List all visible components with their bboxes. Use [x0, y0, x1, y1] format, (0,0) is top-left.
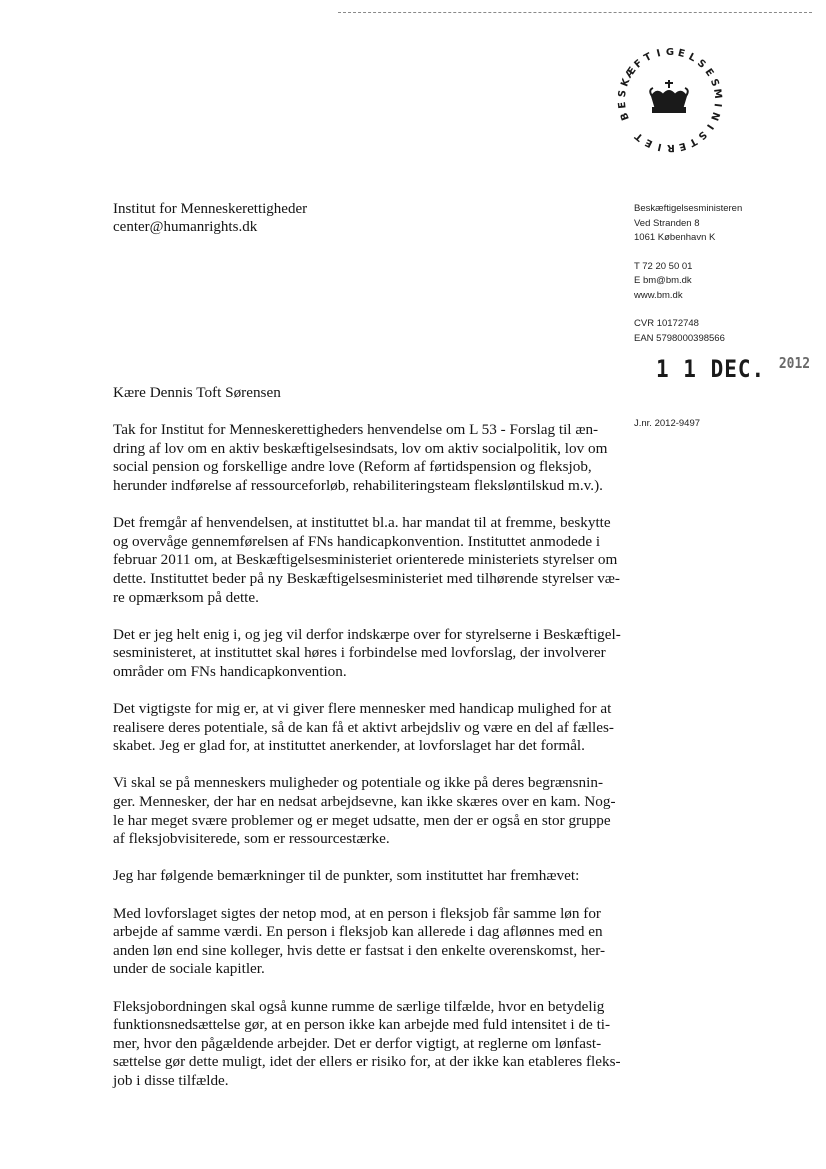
- logo-ring-letter: E: [677, 139, 687, 153]
- logo-ring-letter: T: [642, 51, 654, 65]
- logo-ring-letter: S: [616, 89, 629, 99]
- recipient-line: Institut for Menneskerettigheder: [113, 201, 308, 217]
- logo-ring-letter: F: [632, 57, 645, 71]
- logo-ring-letter: T: [633, 130, 646, 143]
- sender-email: E bm@bm.dk: [634, 275, 692, 286]
- paragraph-line: og overvåge gennemførelsen af FNs handicapkonvention. Instituttet anmodede i: [113, 532, 601, 550]
- logo-ring-letter: I: [711, 102, 723, 108]
- paragraph-line: under de sociale kapitler.: [113, 960, 265, 978]
- paragraph-line: skabet. Jeg er glad for, at instituttet anerkender, at lovforslaget har det formål.: [113, 737, 585, 755]
- logo-ring-letter: R: [667, 141, 675, 154]
- letter-paragraph: [113, 774, 616, 848]
- logo-ring-letter: T: [687, 135, 699, 149]
- paragraph-line: le har meget svære problemer og er meget udsatte, men der er også en stor gruppe: [113, 811, 611, 829]
- sender-block: [634, 202, 742, 346]
- paragraph-line: anden løn end sine kolleger, hvis dette er fastsat i den enkelte overenskomst, her-: [113, 941, 606, 959]
- paragraph-line: Jeg har følgende bemærkninger til de punkter, som instituttet har fremhævet:: [113, 867, 580, 885]
- paragraph-line: arbejde af samme værdi. En person i fleksjob kan allerede i dag aflønnes med en: [113, 923, 603, 941]
- salutation: Kære Dennis Toft Sørensen: [113, 384, 281, 401]
- logo-ring-letter: E: [643, 136, 655, 149]
- paragraph-line: realisere deres potentiale, så de kan få et aktivt arbejdsliv og være en del af fælles-: [113, 718, 614, 736]
- sender-city: 1061 København K: [634, 232, 716, 243]
- logo-ring-letter: S: [695, 128, 709, 142]
- crown-icon: [650, 80, 688, 112]
- paragraph-line: Vi skal se på menneskers muligheder og potentiale og ikke på deres begrænsnin-: [113, 774, 604, 792]
- letter-paragraph: [113, 625, 621, 682]
- paragraph-line: sættelse gør dette muligt, idet der ellers er risiko for, at der ikke kan etableres fleks-: [113, 1053, 621, 1071]
- letter-paragraph: [113, 514, 620, 607]
- sender-ean: EAN 5798000398566: [634, 332, 725, 344]
- paragraph-line: mer, hvor den pågældende arbejder. Det er derfor vigtigt, at reglerne om lønfast-: [113, 1034, 602, 1052]
- logo-ring-letter: S: [694, 57, 708, 71]
- recipient-address: [113, 200, 307, 236]
- date-stamp-day-month: 1 1 DEC.: [656, 355, 766, 383]
- paragraph-line: af fleksjobvisiterede, som er ressourcestærke.: [113, 830, 390, 848]
- paragraph-line: dette. Instituttet beder på ny Beskæftigelsesministeriet med tilhørende styrelser væ-: [113, 569, 620, 587]
- logo-ring-letter: I: [703, 121, 716, 132]
- paragraph-line: Fleksjobordningen skal også kunne rumme de særlige tilfælde, hvor en betydelig: [113, 997, 605, 1015]
- paragraph-line: sesministeret, at instituttet skal høres i forbindelse med lovforslag, der involverer: [113, 644, 606, 662]
- logo-ring-letter: E: [616, 101, 629, 110]
- logo-ring-letter: S: [707, 77, 721, 89]
- paragraph-line: Med lovforslaget sigtes der netop mod, at en person i fleksjob får samme løn for: [113, 904, 601, 922]
- logo-ring-letter: G: [665, 47, 675, 58]
- logo-ring-letter: M: [711, 88, 724, 100]
- letter-paragraph: [113, 997, 621, 1091]
- logo-ring-letter: I: [655, 48, 662, 60]
- logo-ring-letter: K: [619, 77, 633, 89]
- logo-ring-letter: N: [708, 110, 722, 123]
- logo-ring-letter: I: [656, 140, 663, 153]
- ministry-crown-logo: [600, 44, 740, 160]
- paragraph-line: februar 2011 om, at Beskæftigelsesministeriet orienterede ministeriets styrelser om: [113, 551, 618, 569]
- letter-paragraph: [113, 867, 603, 886]
- sender-phone: T 72 20 50 01: [634, 260, 693, 272]
- logo-ring-letter: L: [686, 51, 698, 65]
- letter-paragraph: [113, 904, 606, 979]
- paragraph-line: funktionsnedsættelse gør, at en person ikke kan arbejde med fuld intensitet i de ti-: [113, 1016, 611, 1034]
- logo-ring-letter: B: [618, 110, 632, 122]
- sender-street: Ved Stranden 8: [634, 217, 700, 229]
- sender-cvr: CVR 10172748: [634, 318, 699, 329]
- sender-web: www.bm.dk: [634, 289, 683, 301]
- journal-number: J.nr. 2012-9497: [634, 418, 701, 429]
- letter-paragraph: [113, 421, 608, 495]
- logo-ring-letter: Æ: [623, 65, 639, 81]
- date-stamp-year: 2012: [778, 355, 811, 373]
- paragraph-line: social pension og forskellige andre love (Reform af førtidspension og fleksjob,: [113, 458, 592, 476]
- paragraph-line: Det fremgår af henvendelsen, at instituttet bl.a. har mandat til at fremme, beskytte: [113, 514, 611, 532]
- scan-top-line: [338, 12, 812, 13]
- paragraph-line: re opmærksom på dette.: [113, 588, 259, 606]
- paragraph-line: Det er jeg helt enig i, og jeg vil derfor indskærpe over for styrelserne i Beskæftigel-: [113, 625, 621, 643]
- paragraph-line: områder om FNs handicapkonvention.: [113, 662, 347, 680]
- paragraph-line: job i disse tilfælde.: [113, 1071, 229, 1089]
- logo-ring-letter: E: [676, 47, 686, 61]
- letter-paragraphs: [113, 421, 621, 1090]
- paragraph-line: Tak for Institut for Menneskerettigheders henvendelse om L 53 - Forslag til æn-: [113, 421, 599, 439]
- letter-paragraph: [113, 700, 614, 756]
- logo-ring-letter: E: [702, 66, 716, 79]
- paragraph-line: herunder indførelse af ressourceforløb, rehabiliteringsteam fleksløntilskud m.v.).: [113, 476, 603, 494]
- paragraph-line: Det vigtigste for mig er, at vi giver flere mennesker med handicap mulighed for at: [113, 700, 612, 718]
- date-stamp: [656, 355, 810, 383]
- recipient-email: center@humanrights.dk: [113, 219, 258, 235]
- paragraph-line: ger. Mennesker, der har en nedsat arbejdsevne, kan ikke skæres over en kam. Nog-: [113, 793, 616, 811]
- paragraph-line: dring af lov om en aktiv beskæftigelsesindsats, lov om aktiv socialpolitik, lov om: [113, 439, 608, 457]
- sender-name: Beskæftigelsesministeren: [634, 203, 743, 214]
- letter-body: [113, 384, 621, 1109]
